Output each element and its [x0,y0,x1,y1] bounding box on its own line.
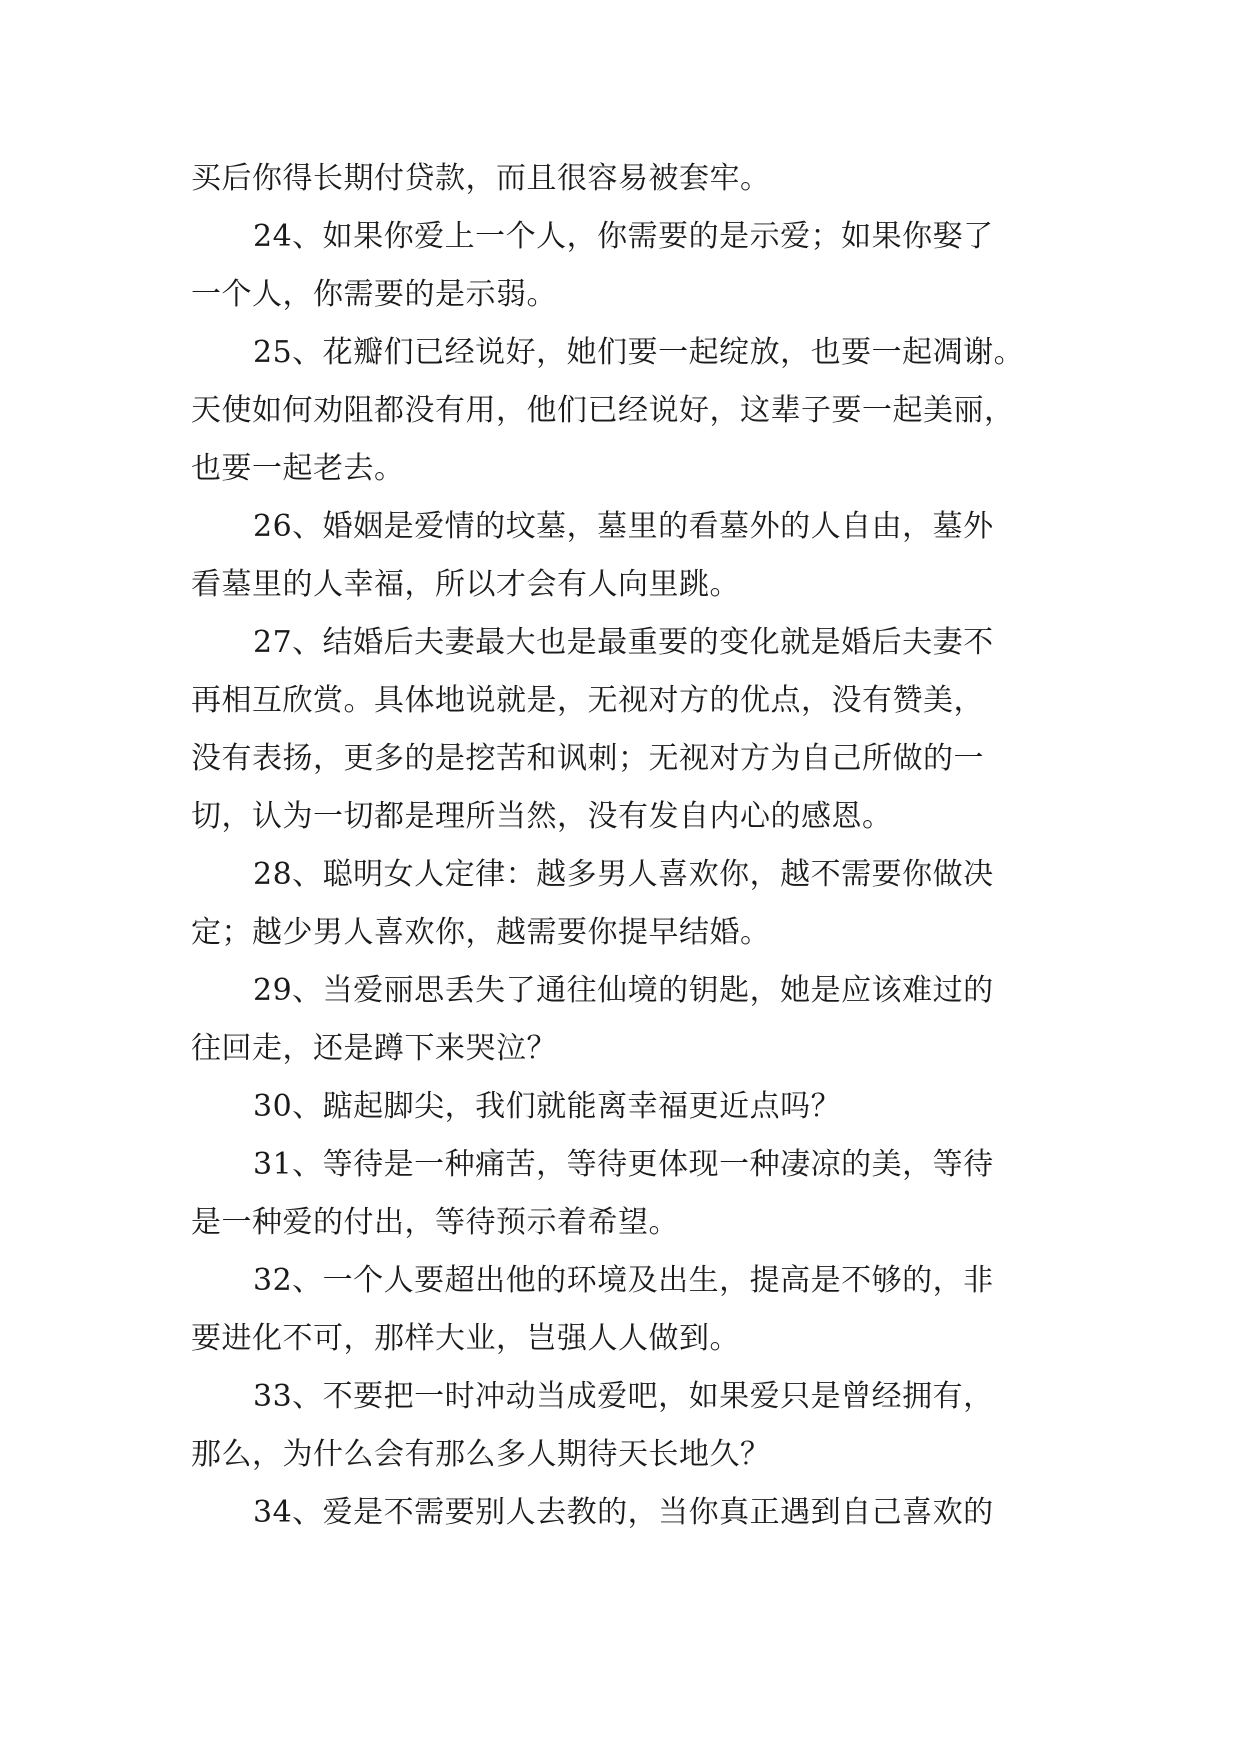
paragraph-start-line: 29、当爱丽思丢失了通往仙境的钥匙，她是应该难过的 [253,973,994,1008]
paragraph-start-line: 34、爱是不需要别人去教的，当你真正遇到自己喜欢的 [253,1495,994,1530]
text-line: 定；越少男人喜欢你，越需要你提早结婚。 [191,915,771,950]
paragraph-start-line: 32、一个人要超出他的环境及出生，提高是不够的，非 [253,1263,994,1298]
text-line: 买后你得长期付贷款，而且很容易被套牢。 [191,161,771,196]
text-line: 是一种爱的付出，等待预示着希望。 [191,1205,679,1240]
document-body [191,150,1061,1542]
paragraph-start-line: 25、花瓣们已经说好，她们要一起绽放，也要一起凋谢。 [253,335,1025,370]
paragraph-start-line: 33、不要把一时冲动当成爱吧，如果爱只是曾经拥有， [253,1379,994,1414]
text-line: 一个人，你需要的是示弱。 [191,277,557,312]
paragraph-start-line: 24、如果你爱上一个人，你需要的是示爱；如果你娶了 [253,219,994,254]
paragraph-start-line: 31、等待是一种痛苦，等待更体现一种凄凉的美，等待 [253,1147,994,1182]
paragraph-start-line: 26、婚姻是爱情的坟墓，墓里的看墓外的人自由，墓外 [253,509,994,544]
text-line: 切，认为一切都是理所当然，没有发自内心的感恩。 [191,799,893,834]
paragraph-start-line: 30、踮起脚尖，我们就能离幸福更近点吗？ [253,1089,842,1124]
text-line: 要进化不可，那样大业，岂强人人做到。 [191,1321,740,1356]
paragraph-start-line: 28、聪明女人定律：越多男人喜欢你，越不需要你做决 [253,857,994,892]
text-line: 也要一起老去。 [191,451,405,486]
text-line: 天使如何劝阻都没有用，他们已经说好，这辈子要一起美丽， [191,393,1015,428]
text-line: 看墓里的人幸福，所以才会有人向里跳。 [191,567,740,602]
text-line: 往回走，还是蹲下来哭泣？ [191,1031,557,1066]
text-line: 再相互欣赏。具体地说就是，无视对方的优点，没有赞美， [191,683,984,718]
text-line: 没有表扬，更多的是挖苦和讽刺；无视对方为自己所做的一 [191,741,984,776]
text-line: 那么，为什么会有那么多人期待天长地久？ [191,1437,771,1472]
paragraph-start-line: 27、结婚后夫妻最大也是最重要的变化就是婚后夫妻不 [253,625,994,660]
